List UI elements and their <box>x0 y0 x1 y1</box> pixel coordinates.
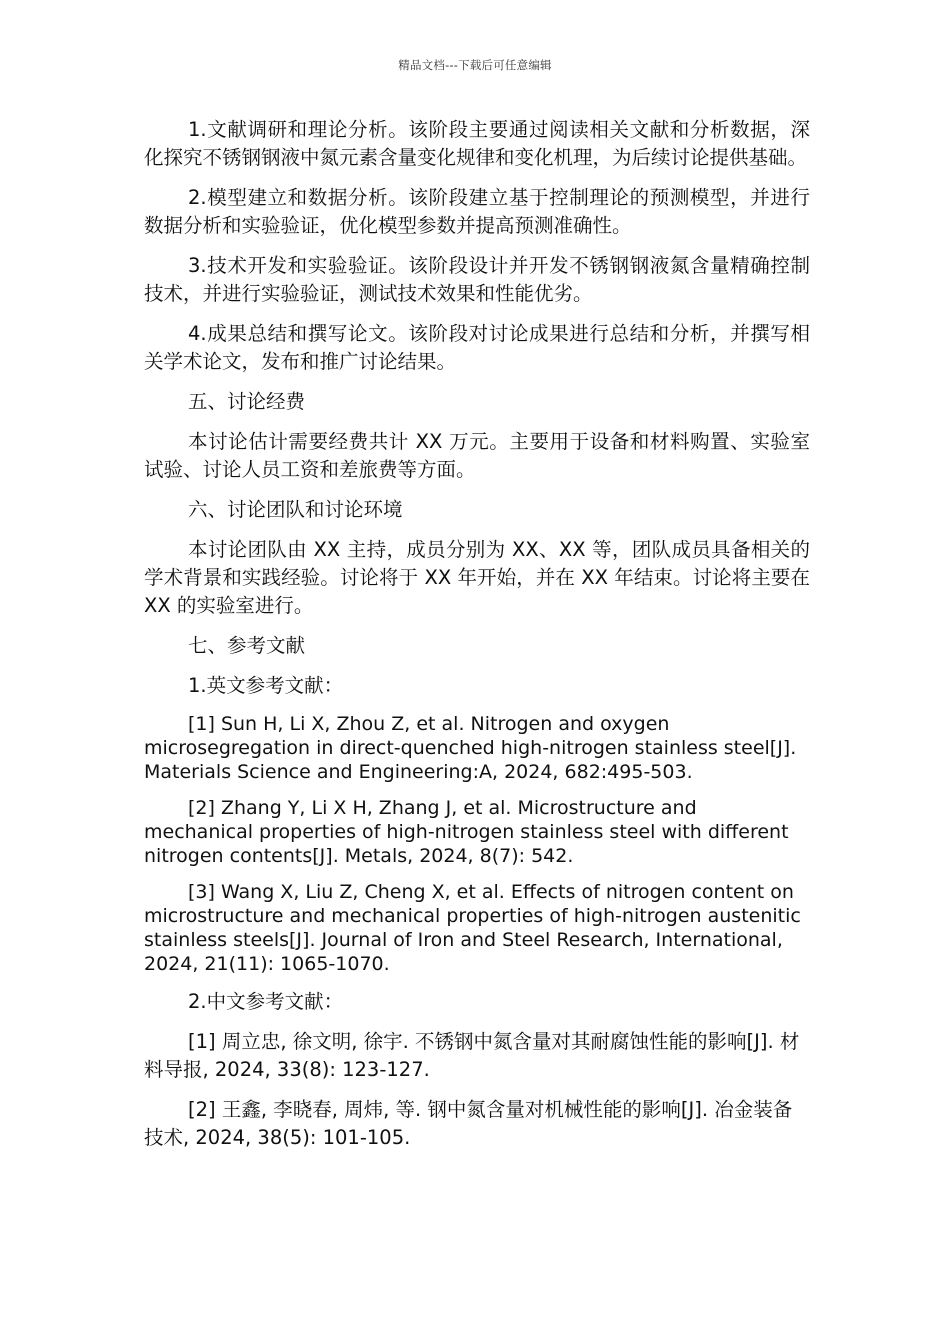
chinese-references-heading: 2.中文参考文献： <box>188 990 344 1013</box>
stage-4-paragraph: 4.成果总结和撰写论文。该阶段对讨论成果进行总结和分析，并撰写相关学术论文，发布和推广讨论结果。 <box>144 322 810 373</box>
section-heading-funding: 五、讨论经费 <box>188 390 306 413</box>
page-header: 精品文档---下载后可任意编辑 <box>398 58 552 72</box>
reference-cn-2: [2] 王鑫, 李晓春, 周炜, 等. 钢中氮含量对机械性能的影响[J]. 冶金装备技术, 2024, 38(5): 101-105. <box>144 1098 793 1149</box>
reference-en-3: [3] Wang X, Liu Z, Cheng X, et al. Effects of nitrogen content on microstructure and mechanical properties of high-nitrogen austenitic stainless steels[J]. Journal of Iron and Steel Research, International, 2024, 21(11): 1065-1070. <box>144 881 801 975</box>
section-heading-team: 六、讨论团队和讨论环境 <box>188 498 403 521</box>
stage-1-paragraph: 1.文献调研和理论分析。该阶段主要通过阅读相关文献和分析数据，深化探究不锈钢钢液中氮元素含量变化规律和变化机理，为后续讨论提供基础。 <box>144 118 810 169</box>
funding-paragraph: 本讨论估计需要经费共计 XX 万元。主要用于设备和材料购置、实验室试验、讨论人员工资和差旅费等方面。 <box>144 430 810 481</box>
stage-2-paragraph: 2.模型建立和数据分析。该阶段建立基于控制理论的预测模型，并进行数据分析和实验验证，优化模型参数并提高预测准确性。 <box>144 186 810 237</box>
reference-en-2: [2] Zhang Y, Li X H, Zhang J, et al. Microstructure and mechanical properties of high-nitrogen stainless steel with different nitrogen contents[J]. Metals, 2024, 8(7): 542. <box>144 797 789 867</box>
reference-en-1: [1] Sun H, Li X, Zhou Z, et al. Nitrogen and oxygen microsegregation in direct-quenched high-nitrogen stainless steel[J]. Materials Science and Engineering:A, 2024, 682:495-503. <box>144 713 797 783</box>
document-body <box>144 116 810 1164</box>
team-paragraph: 本讨论团队由 XX 主持，成员分别为 XX、XX 等，团队成员具备相关的学术背景和实践经验。讨论将于 XX 年开始，并在 XX 年结束。讨论将主要在 XX 的实验室进行。 <box>144 538 810 617</box>
english-references-heading: 1.英文参考文献： <box>188 674 344 697</box>
reference-cn-1: [1] 周立忠, 徐文明, 徐宇. 不锈钢中氮含量对其耐腐蚀性能的影响[J]. 材料导报, 2024, 33(8): 123-127. <box>144 1030 800 1081</box>
stage-3-paragraph: 3.技术开发和实验验证。该阶段设计并开发不锈钢钢液氮含量精确控制技术，并进行实验验证，测试技术效果和性能优劣。 <box>144 254 810 305</box>
section-heading-references: 七、参考文献 <box>188 634 306 657</box>
